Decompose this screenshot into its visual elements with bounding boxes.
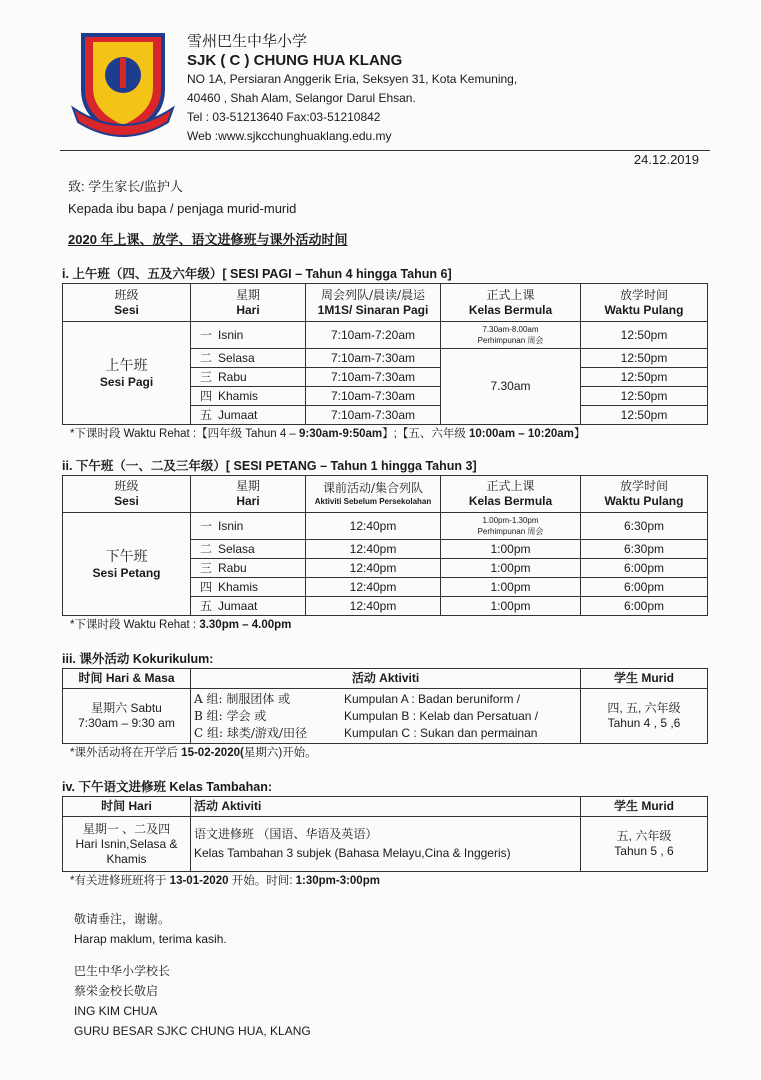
day-cell: 五 Jumaat <box>191 597 306 616</box>
murid-cell: 五, 六年级 Tahun 5 , 6 <box>581 817 708 872</box>
assembly-time-cell: 12:40pm <box>306 540 441 559</box>
school-name-cn: 雪州巴生中华小学 <box>187 32 308 50</box>
assembly-time-cell: 12:40pm <box>306 513 441 540</box>
header-cell: 正式上课 Kelas Bermula <box>441 284 581 322</box>
divider <box>60 150 710 151</box>
phone-fax: Tel : 03-51213640 Fax:03-51210842 <box>187 110 381 124</box>
start-time-cell: 1:00pm <box>441 559 581 578</box>
end-time-cell: 12:50pm <box>581 349 708 368</box>
letter-date: 24.12.2019 <box>633 152 699 167</box>
end-time-cell: 6:30pm <box>581 540 708 559</box>
day-cell: 三 Rabu <box>191 368 306 387</box>
section-1-heading: i. 上午班（四、五及六年级）[ SESI PAGI – Tahun 4 hingga Tahun 6] <box>62 267 452 281</box>
end-time-cell: 6:00pm <box>581 597 708 616</box>
header-cell: 时间 Hari <box>63 797 191 817</box>
day-cell: 三 Rabu <box>191 559 306 578</box>
time-cell: 星期一 、二及四 Hari Isnin,Selasa & Khamis <box>63 817 191 872</box>
start-time-cell: 7.30am <box>441 349 581 425</box>
assembly-time-cell: 12:40pm <box>306 578 441 597</box>
end-time-cell: 12:50pm <box>581 406 708 425</box>
assembly-time-cell: 12:40pm <box>306 559 441 578</box>
section-4-heading: iv. 下午语文进修班 Kelas Tambahan: <box>62 780 272 794</box>
letter-body <box>62 176 707 1041</box>
header-cell: 课前活动/集合列队 Aktiviti Sebelum Persekolahan <box>306 476 441 513</box>
cocurricular-note: *课外活动将在开学后 15-02-2020(星期六)开始。 <box>70 747 317 759</box>
activity-cell: A 组: 制服团体 或 B 组: 学会 或 C 组: 球类/游戏/田径 Kumpulan A : Badan beruniform / Kumpulan B : Kelab dan Persatuan / Kumpulan C : Sukan dan permainan <box>191 689 581 744</box>
day-cell: 一 Isnin <box>191 513 306 540</box>
section-2-heading: ii. 下午班（一、二及三年级）[ SESI PETANG – Tahun 1 hingga Tahun 3] <box>62 459 477 473</box>
afternoon-session-table <box>62 475 708 616</box>
header-cell: 正式上课 Kelas Bermula <box>441 476 581 513</box>
assembly-time-cell: 12:40pm <box>306 597 441 616</box>
greeting-ms: Kepada ibu bapa / penjaga murid-murid <box>68 201 297 216</box>
header-cell: 周会列队/晨读/晨运 1M1S/ Sinaran Pagi <box>306 284 441 322</box>
header-cell: 放学时间 Waktu Pulang <box>581 284 708 322</box>
header-cell: 学生 Murid <box>581 669 708 689</box>
end-time-cell: 6:00pm <box>581 578 708 597</box>
header-cell: 活动 Aktiviti <box>191 669 581 689</box>
end-time-cell: 12:50pm <box>581 322 708 349</box>
school-header <box>187 32 517 146</box>
header-cell: 星期 Hari <box>191 284 306 322</box>
header-cell: 活动 Aktiviti <box>191 797 581 817</box>
assembly-time-cell: 7:10am-7:20am <box>306 322 441 349</box>
cocurricular-table <box>62 668 708 744</box>
table-row <box>63 513 708 540</box>
start-time-cell: 1:00pm <box>441 597 581 616</box>
assembly-time-cell: 7:10am-7:30am <box>306 349 441 368</box>
greeting-cn: 致: 学生家长/监护人 <box>68 179 183 194</box>
closing-cn: 敬请垂注，谢谢。 <box>74 912 171 926</box>
address-line-2: 40460 , Shah Alam, Selangor Darul Ehsan. <box>187 91 416 105</box>
header-cell: 时间 Hari & Masa <box>63 669 191 689</box>
murid-cell: 四, 五, 六年级 Tahun 4 , 5 ,6 <box>581 689 708 744</box>
assembly-time-cell: 7:10am-7:30am <box>306 368 441 387</box>
time-cell: 星期六 Sabtu 7:30am – 9:30 am <box>63 689 191 744</box>
day-cell: 五 Jumaat <box>191 406 306 425</box>
start-time-cell: 7.30am-8.00am Perhimpunan 周会 <box>441 322 581 349</box>
document-title: 2020 年上课、放学、语文进修班与课外活动时间 <box>68 232 348 247</box>
end-time-cell: 12:50pm <box>581 368 708 387</box>
start-time-cell: 1:00pm <box>441 578 581 597</box>
header-cell: 学生 Murid <box>581 797 708 817</box>
assembly-time-cell: 7:10am-7:30am <box>306 406 441 425</box>
header-cell: 星期 Hari <box>191 476 306 513</box>
end-time-cell: 12:50pm <box>581 387 708 406</box>
extra-class-table <box>62 796 708 872</box>
assembly-time-cell: 7:10am-7:30am <box>306 387 441 406</box>
session-cell: 上午班 Sesi Pagi <box>63 322 191 425</box>
header-cell: 放学时间 Waktu Pulang <box>581 476 708 513</box>
section-3-heading: iii. 课外活动 Kokurikulum: <box>62 652 214 666</box>
afternoon-break-note: *下课时段 Waktu Rehat : 3.30pm – 4.00pm <box>70 619 292 631</box>
end-time-cell: 6:30pm <box>581 513 708 540</box>
day-cell: 四 Khamis <box>191 387 306 406</box>
table-row <box>63 322 708 349</box>
day-cell: 四 Khamis <box>191 578 306 597</box>
day-cell: 一 Isnin <box>191 322 306 349</box>
school-logo <box>68 30 178 140</box>
morning-break-note: *下课时段 Waktu Rehat :【四年级 Tahun 4 – 9:30am-9:50am】;【五、六年级 10:00am – 10:20am】 <box>70 428 586 440</box>
header-cell: 班级 Sesi <box>63 284 191 322</box>
extra-class-note: *有关进修班班将于 13-01-2020 开始。时间: 1:30pm-3:00pm <box>70 875 380 887</box>
start-time-cell: 1:00pm <box>441 540 581 559</box>
end-time-cell: 6:00pm <box>581 559 708 578</box>
day-cell: 二 Selasa <box>191 540 306 559</box>
address-line-1: NO 1A, Persiaran Anggerik Eria, Seksyen 31, Kota Kemuning, <box>187 72 518 86</box>
session-cell: 下午班 Sesi Petang <box>63 513 191 616</box>
closing-ms: Harap maklum, terima kasih. <box>74 932 227 946</box>
signature-block: 巴生中华小学校长 蔡栄金校长敬启 ING KIM CHUA GURU BESAR SJKC CHUNG HUA, KLANG <box>74 964 311 1038</box>
header-cell: 班级 Sesi <box>63 476 191 513</box>
school-name-en: SJK ( C ) CHUNG HUA KLANG <box>187 52 403 69</box>
activity-cell: 语文进修班 （国语、华语及英语） Kelas Tambahan 3 subjek (Bahasa Melayu,Cina & Inggeris) <box>191 817 581 872</box>
day-cell: 二 Selasa <box>191 349 306 368</box>
website: Web :www.sjkcchunghuaklang.edu.my <box>187 129 392 143</box>
morning-session-table <box>62 283 708 425</box>
start-time-cell: 1.00pm-1.30pm Perhimpunan 周会 <box>441 513 581 540</box>
